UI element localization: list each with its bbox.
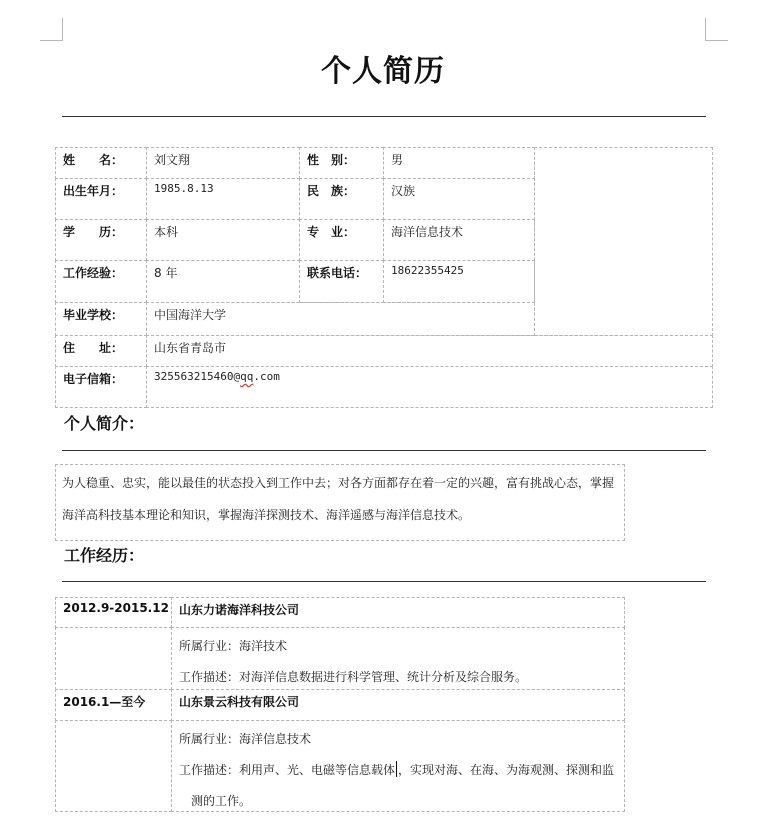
intro-divider xyxy=(62,450,706,451)
job-1-description: 工作描述：对海洋信息数据进行科学管理、统计分析及综合服务。 xyxy=(179,670,528,684)
intro-line-2: 海洋高科技基本理论和知识，掌握海洋探测技术、海洋遥感与海洋信息技术。 xyxy=(62,508,471,522)
page-corner-mark-top-right xyxy=(705,18,728,41)
email-tld: .com xyxy=(253,370,280,383)
phone-label: 联系电话： xyxy=(299,260,384,303)
education-label: 学 历： xyxy=(55,219,147,261)
gender-value[interactable]: 男 xyxy=(383,147,535,179)
email-label: 电子信箱： xyxy=(55,366,147,408)
major-label: 专 业： xyxy=(299,219,384,261)
phone-value[interactable]: 18622355425 xyxy=(383,260,535,303)
work-heading: 工作经历： xyxy=(64,546,145,565)
job-2-description-line-1 xyxy=(179,755,624,786)
job-1-industry: 所属行业：海洋技术 xyxy=(179,639,288,653)
school-value[interactable]: 中国海洋大学 xyxy=(146,302,535,336)
job-1-period[interactable]: 2012.9-2015.12 xyxy=(55,597,172,628)
intro-line-1: 为人稳重、忠实，能以最佳的状态投入到工作中去；对各方面都存在着一定的兴趣，富有挑战心态，掌握 xyxy=(62,476,615,490)
job-2-period[interactable]: 2016.1—至今 xyxy=(55,689,172,721)
page-title: 个人简历 xyxy=(321,54,445,89)
job-2-company[interactable]: 山东景云科技有限公司 xyxy=(171,689,625,721)
birth-value[interactable]: 1985.8.13 xyxy=(146,178,300,220)
email-domain: qq xyxy=(240,370,254,383)
ethnicity-label: 民 族： xyxy=(299,178,384,220)
job-2-description-c: 测的工作。 xyxy=(191,794,252,808)
gender-label: 性 别： xyxy=(299,147,384,179)
job-2-description-b: ，实现对海、在海、为海观测、探测和监 xyxy=(398,763,615,777)
email-value[interactable]: 325563215460@qq.com xyxy=(146,366,713,408)
experience-label: 工作经验： xyxy=(55,260,147,303)
intro-box[interactable] xyxy=(55,464,625,541)
experience-value[interactable]: 8 年 xyxy=(146,260,300,303)
name-label: 姓 名： xyxy=(55,147,147,179)
photo-box[interactable] xyxy=(534,147,713,336)
job-1-company[interactable]: 山东力诺海洋科技公司 xyxy=(171,597,625,628)
job-2-blank-cell xyxy=(55,720,172,812)
address-value[interactable]: 山东省青岛市 xyxy=(146,335,713,367)
page-corner-mark-top-left xyxy=(40,18,63,41)
ethnicity-value[interactable]: 汉族 xyxy=(383,178,535,220)
text-cursor xyxy=(396,761,397,777)
school-label: 毕业学校： xyxy=(55,302,147,336)
name-value[interactable]: 刘文翔 xyxy=(146,147,300,179)
address-label: 住 址： xyxy=(55,335,147,367)
title-divider xyxy=(62,116,706,117)
major-value[interactable]: 海洋信息技术 xyxy=(383,219,535,261)
job-1-details[interactable] xyxy=(171,627,625,690)
job-2-description-a: 工作描述：利用声、光、电磁等信息载体 xyxy=(179,763,396,777)
intro-heading: 个人简介： xyxy=(64,414,145,433)
job-1-blank-cell xyxy=(55,627,172,690)
birth-label: 出生年月： xyxy=(55,178,147,220)
work-divider xyxy=(62,581,706,582)
email-user: 325563215460 xyxy=(154,370,234,383)
job-2-details[interactable] xyxy=(171,720,625,812)
job-2-industry: 所属行业：海洋信息技术 xyxy=(179,732,312,746)
education-value[interactable]: 本科 xyxy=(146,219,300,261)
